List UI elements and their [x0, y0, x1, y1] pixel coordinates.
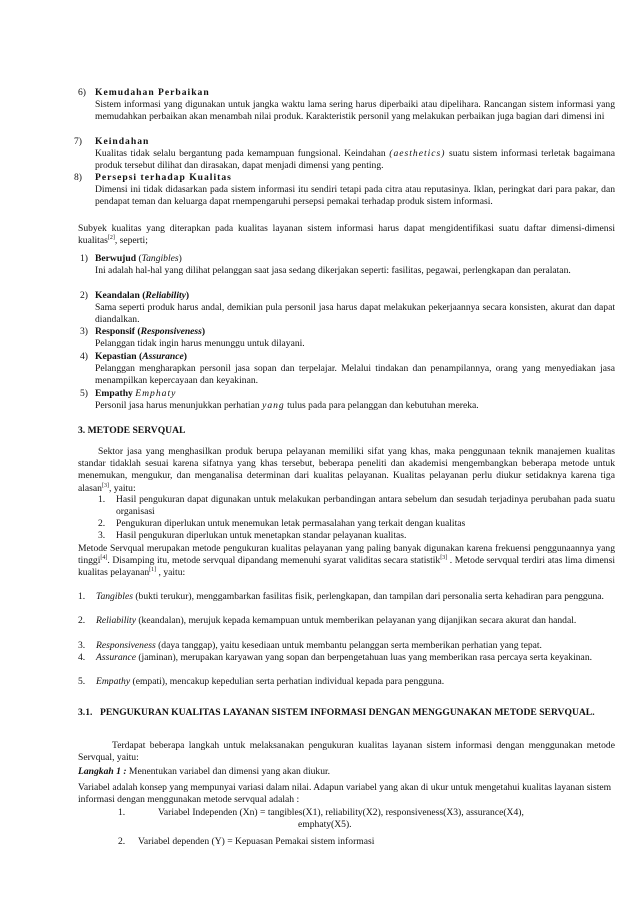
list-number: 2. [118, 836, 126, 847]
item-title: Keindahan [95, 136, 150, 147]
list-number: 1. [78, 591, 86, 602]
dim-number: 2) [80, 290, 88, 301]
list-number: 2. [98, 518, 106, 529]
item-title: Persepsi terhadap Kualitas [95, 172, 232, 183]
dim-title: Responsif (Responsiveness) [95, 326, 206, 337]
subsection-heading: PENGUKURAN KUALITAS LAYANAN SISTEM INFORMASI DENGAN MENGGUNAKAN METODE SERVQUAL. [100, 707, 595, 718]
dim-title: Berwujud (Tangibles) [95, 253, 182, 264]
item-title: Kemudahan Perbaikan [95, 87, 210, 98]
subyek-paragraph: Subyek kualitas yang diterapkan pada kualitas layanan sistem informasi harus dapat mengidentifikasi suatu daftar dimensi-dimensi kualitas[2], seperti; [78, 223, 615, 247]
dim-title: Kepastian (Assurance) [95, 351, 187, 362]
dim-title: Empathy Emphaty [95, 388, 177, 399]
list-number: 1. [118, 807, 126, 818]
dim-body: Pelanggan tidak ingin harus menunggu untuk dilayani. [95, 338, 305, 349]
subsection-number: 3.1. [78, 707, 93, 718]
list-number: 5. [78, 676, 86, 687]
section-heading: 3. METODE SERVQUAL [78, 425, 186, 436]
list-item: Empathy (empati), mencakup kepedulian serta perhatian individual kepada para pengguna. [96, 676, 445, 687]
section-paragraph: Sektor jasa yang menghasilkan produk berupa pelayanan memiliki sifat yang khas, maka penggunaan teknik manajemen kualitas standar tidaklah sesuai karena sifatnya yang khas tersebut, beberapa peneliti dan akademisi mengembangkan beberapa metode untuk menemukan, mengukur, dan menganalisa determinan dari kualitas pelayanan. Kualitas pelayanan perlu diukur setidaknya karena tiga alasan[3], yaitu: [78, 446, 615, 494]
item-body: Sistem informasi yang digunakan untuk jangka waktu lama sering harus diperbaiki atau dipelihara. Rancangan sistem informasi yang memudahkan perbaikan akan menambah nilai produk. Karakteristik personil yang melakukan perbaikan juga bagian dari dimensi ini [95, 99, 615, 123]
item-number: 6) [78, 87, 86, 98]
list-item: Variabel Independen (Xn) = tangibles(X1), reliability(X2), responsiveness(X3), assurance(X4), [158, 807, 524, 818]
dim-title: Keandalan (Reliability) [95, 290, 190, 301]
list-number: 3. [98, 530, 106, 541]
list-item: Responsiveness (daya tanggap), yaitu kesediaan untuk membantu pelanggan serta memberikan perhatian yang tepat. [96, 640, 542, 651]
list-item: Tangibles (bukti terukur), menggambarkan fasilitas fisik, perlengkapan, dan tampilan dari personalia serta kehadiran para pengguna. [96, 591, 604, 602]
list-item: Hasil pengukuran dapat digunakan untuk melakukan perbandingan antara sebelum dan sesudah terjadinya perubahan pada suatu organisasi [116, 494, 615, 518]
dim-body: Sama seperti produk harus andal, demikian pula personil jasa harus dapat melakukan pekerjaannya secara konsisten, akurat dan dapat diandalkan. [95, 302, 615, 326]
dim-body: Personil jasa harus menunjukkan perhatian yang tulus pada para pelanggan dan kebutuhan mereka. [95, 400, 479, 411]
list-item: Reliability (keandalan), merujuk kepada kemampuan untuk memberikan pelayanan yang dijanjikan secara akurat dan handal. [96, 615, 577, 626]
dim-body: Ini adalah hal-hal yang dilihat pelanggan saat jasa sedang dikerjakan seperti: fasilitas, pegawai, perlengkapan dan peralatan. [95, 265, 571, 276]
list-item: Pengukuran diperlukan untuk menemukan letak permasalahan yang terkait dengan kualitas [116, 518, 466, 529]
list-item-continuation: emphaty(X5). [298, 819, 352, 830]
step-line: Langkah 1 : Menentukan variabel dan dimensi yang akan diukur. [78, 766, 331, 777]
section-paragraph: Metode Servqual merupakan metode pengukuran kualitas pelayanan yang paling banyak digunakan karena frekuensi penggunaannya yang tinggi[4]. Disamping itu, metode servqual dipandang memenuhi syarat validitas secara statistik[3] . Metode servqual terdiri atas lima dimensi kualitas pelayanan[1] , yaitu: [78, 543, 615, 579]
dim-number: 4) [80, 351, 88, 362]
list-number: 3. [78, 640, 86, 651]
list-item: Variabel dependen (Y) = Kepuasan Pemakai sistem informasi [138, 836, 375, 847]
item-body: Kualitas tidak selalu bergantung pada kemampuan fungsional. Keindahan (aesthetics) suatu sistem informasi terletak bagaimana produk tersebut dilihat dan dirasakan, dapat menjadi dimensi yang penting. [95, 148, 616, 172]
item-number: 7) [74, 136, 82, 147]
list-number: 4. [78, 652, 86, 663]
item-number: 8) [74, 172, 82, 183]
list-number: 2. [78, 615, 86, 626]
dim-number: 3) [80, 326, 88, 337]
variable-paragraph: Variabel adalah konsep yang mempunyai variasi dalam nilai. Adapun variabel yang akan di ukur untuk mengetahui kualitas layanan sistem informasi dengan menggunakan metode servqual adalah : [78, 782, 612, 806]
item-body: Dimensi ini tidak didasarkan pada sistem informasi itu sendiri tetapi pada citra atau reputasinya. Iklan, peringkat dari para pakar, dan pendapat teman dan keluarga dapat rnempengaruhi persepsi pemakai terhadap produk sistem informasi. [95, 184, 615, 208]
list-number: 1. [98, 494, 106, 505]
dim-number: 1) [80, 253, 88, 264]
dim-body: Pelanggan mengharapkan personil jasa sopan dan terpelajar. Melalui tindakan dan penampilannya, orang yang menyediakan jasa menampilkan kepercayaan dan keyakinan. [95, 363, 615, 387]
list-item: Hasil pengukuran diperlukan untuk menetapkan standar pelayanan kualitas. [116, 530, 407, 541]
dim-number: 5) [80, 388, 88, 399]
list-item: Assurance (jaminan), merupakan karyawan yang sopan dan berpengetahuan luas yang memberikan rasa percaya serta keyakinan. [96, 652, 593, 663]
intro-paragraph: Terdapat beberapa langkah untuk melaksanakan pengukuran kualitas layanan sistem informasi dengan menggunakan metode Servqual, yaitu: [78, 740, 615, 764]
